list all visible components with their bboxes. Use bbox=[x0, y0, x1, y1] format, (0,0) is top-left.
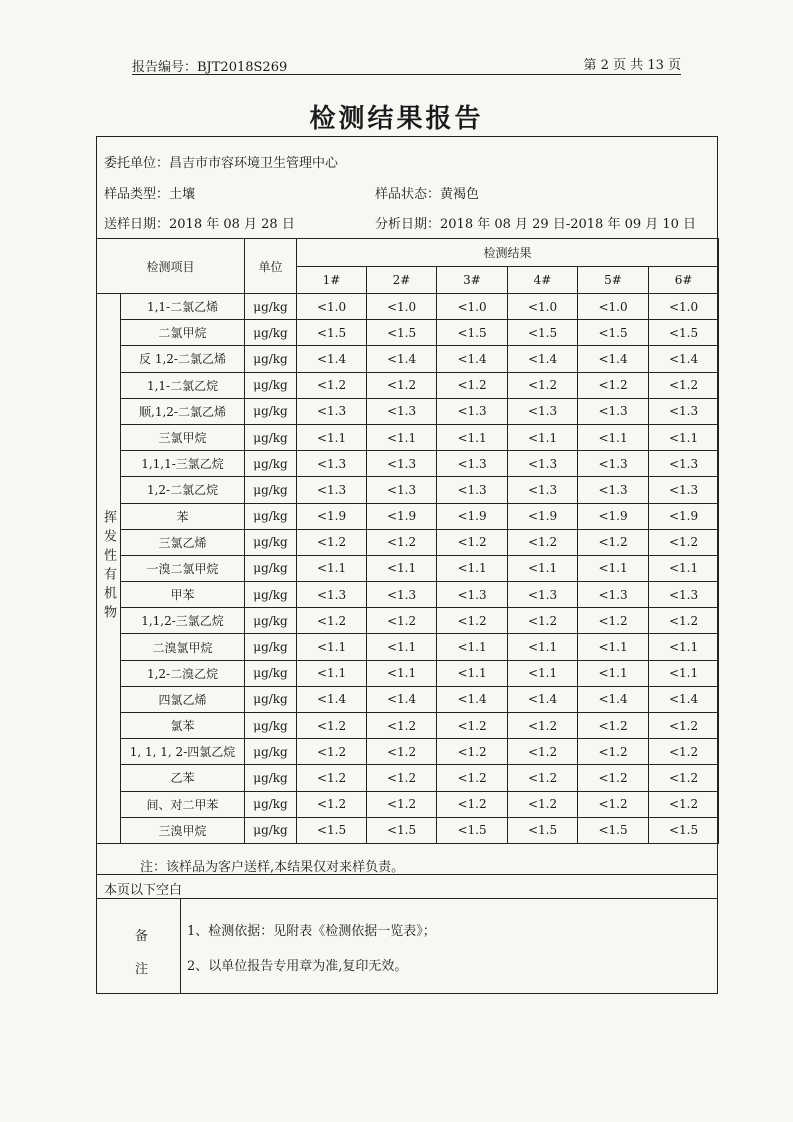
value-cell: <1.3 bbox=[437, 398, 508, 424]
value-cell: <1.1 bbox=[437, 660, 508, 686]
unit-cell: μg/kg bbox=[245, 686, 297, 712]
results-table bbox=[96, 238, 719, 844]
value-cell: <1.2 bbox=[437, 608, 508, 634]
unit-cell: μg/kg bbox=[245, 294, 297, 320]
value-cell: <1.1 bbox=[578, 555, 649, 581]
value-cell: <1.1 bbox=[508, 555, 578, 581]
sample-note: 注：该样品为客户送样,本结果仅对来样负责。 bbox=[140, 860, 405, 875]
value-cell: <1.2 bbox=[297, 608, 367, 634]
value-cell: <1.1 bbox=[578, 634, 649, 660]
value-cell: <1.1 bbox=[367, 660, 437, 686]
table-row bbox=[97, 346, 719, 372]
value-cell: <1.0 bbox=[367, 294, 437, 320]
value-cell: <1.1 bbox=[297, 424, 367, 450]
table-row bbox=[97, 424, 719, 450]
value-cell: <1.2 bbox=[437, 791, 508, 817]
unit-cell: μg/kg bbox=[245, 477, 297, 503]
col-header-results: 检测结果 bbox=[297, 239, 719, 267]
value-cell: <1.4 bbox=[437, 346, 508, 372]
unit-cell: μg/kg bbox=[245, 634, 297, 660]
value-cell: <1.2 bbox=[437, 739, 508, 765]
unit-cell: μg/kg bbox=[245, 503, 297, 529]
item-cell: 顺,1,2-二氯乙烯 bbox=[121, 398, 245, 424]
item-cell: 三溴甲烷 bbox=[121, 817, 245, 843]
value-cell: <1.3 bbox=[297, 451, 367, 477]
value-cell: <1.2 bbox=[367, 608, 437, 634]
col-header-unit: 单位 bbox=[245, 239, 297, 294]
value-cell: <1.5 bbox=[649, 320, 719, 346]
value-cell: <1.3 bbox=[578, 451, 649, 477]
value-cell: <1.1 bbox=[649, 634, 719, 660]
item-cell: 甲苯 bbox=[121, 582, 245, 608]
value-cell: <1.2 bbox=[367, 372, 437, 398]
table-row bbox=[97, 582, 719, 608]
value-cell: <1.0 bbox=[508, 294, 578, 320]
value-cell: <1.5 bbox=[297, 320, 367, 346]
item-cell: 氯苯 bbox=[121, 713, 245, 739]
table-row bbox=[97, 503, 719, 529]
unit-cell: μg/kg bbox=[245, 817, 297, 843]
value-cell: <1.2 bbox=[578, 739, 649, 765]
value-cell: <1.2 bbox=[649, 765, 719, 791]
report-title: 检测结果报告 bbox=[309, 104, 484, 134]
unit-cell: μg/kg bbox=[245, 529, 297, 555]
value-cell: <1.1 bbox=[367, 424, 437, 450]
value-cell: <1.2 bbox=[649, 791, 719, 817]
value-cell: <1.2 bbox=[297, 765, 367, 791]
col-header-sample: 3# bbox=[437, 267, 508, 294]
value-cell: <1.2 bbox=[649, 529, 719, 555]
value-cell: <1.2 bbox=[508, 529, 578, 555]
value-cell: <1.4 bbox=[297, 346, 367, 372]
blank-below-notice: 本页以下空白 bbox=[104, 883, 183, 898]
value-cell: <1.9 bbox=[649, 503, 719, 529]
value-cell: <1.2 bbox=[508, 791, 578, 817]
item-cell: 三氯甲烷 bbox=[121, 424, 245, 450]
value-cell: <1.5 bbox=[297, 817, 367, 843]
value-cell: <1.1 bbox=[578, 424, 649, 450]
unit-cell: μg/kg bbox=[245, 424, 297, 450]
value-cell: <1.3 bbox=[437, 582, 508, 608]
value-cell: <1.3 bbox=[367, 582, 437, 608]
unit-cell: μg/kg bbox=[245, 398, 297, 424]
value-cell: <1.0 bbox=[437, 294, 508, 320]
value-cell: <1.3 bbox=[649, 582, 719, 608]
value-cell: <1.3 bbox=[297, 477, 367, 503]
table-row bbox=[97, 372, 719, 398]
unit-cell: μg/kg bbox=[245, 451, 297, 477]
item-cell: 1,1-二氯乙烷 bbox=[121, 372, 245, 398]
value-cell: <1.2 bbox=[508, 765, 578, 791]
value-cell: <1.2 bbox=[297, 372, 367, 398]
col-header-sample: 5# bbox=[578, 267, 649, 294]
value-cell: <1.2 bbox=[578, 713, 649, 739]
table-row bbox=[97, 529, 719, 555]
value-cell: <1.4 bbox=[649, 346, 719, 372]
table-row bbox=[97, 791, 719, 817]
value-cell: <1.2 bbox=[649, 713, 719, 739]
value-cell: <1.4 bbox=[367, 686, 437, 712]
value-cell: <1.1 bbox=[649, 555, 719, 581]
value-cell: <1.1 bbox=[297, 555, 367, 581]
item-cell: 1,1,2-三氯乙烷 bbox=[121, 608, 245, 634]
value-cell: <1.1 bbox=[508, 424, 578, 450]
value-cell: <1.3 bbox=[508, 477, 578, 503]
table-row bbox=[97, 634, 719, 660]
value-cell: <1.2 bbox=[508, 713, 578, 739]
value-cell: <1.4 bbox=[297, 686, 367, 712]
item-cell: 二氯甲烷 bbox=[121, 320, 245, 346]
item-cell: 1, 1, 1, 2-四氯乙烷 bbox=[121, 739, 245, 765]
value-cell: <1.4 bbox=[578, 346, 649, 372]
value-cell: <1.2 bbox=[437, 713, 508, 739]
unit-cell: μg/kg bbox=[245, 713, 297, 739]
table-row bbox=[97, 660, 719, 686]
value-cell: <1.2 bbox=[437, 765, 508, 791]
value-cell: <1.1 bbox=[437, 424, 508, 450]
col-header-sample: 4# bbox=[508, 267, 578, 294]
table-row bbox=[97, 686, 719, 712]
value-cell: <1.3 bbox=[508, 398, 578, 424]
value-cell: <1.9 bbox=[297, 503, 367, 529]
client-info: 委托单位：昌吉市市容环境卫生管理中心 bbox=[104, 156, 339, 171]
table-row bbox=[97, 398, 719, 424]
value-cell: <1.1 bbox=[437, 634, 508, 660]
value-cell: <1.1 bbox=[297, 660, 367, 686]
value-cell: <1.1 bbox=[367, 634, 437, 660]
value-cell: <1.2 bbox=[508, 739, 578, 765]
page-header bbox=[132, 52, 681, 75]
unit-cell: μg/kg bbox=[245, 791, 297, 817]
remark-line-1: 1、检测依据：见附表《检测依据一览表》； bbox=[187, 924, 436, 939]
value-cell: <1.2 bbox=[508, 372, 578, 398]
value-cell: <1.3 bbox=[649, 477, 719, 503]
col-header-sample: 6# bbox=[649, 267, 719, 294]
item-cell: 1,2-二氯乙烷 bbox=[121, 477, 245, 503]
item-cell: 一溴二氯甲烷 bbox=[121, 555, 245, 581]
value-cell: <1.3 bbox=[297, 398, 367, 424]
value-cell: <1.5 bbox=[578, 320, 649, 346]
unit-cell: μg/kg bbox=[245, 660, 297, 686]
value-cell: <1.3 bbox=[578, 582, 649, 608]
value-cell: <1.4 bbox=[437, 686, 508, 712]
report-number: 报告编号：BJT2018S269 bbox=[132, 60, 288, 75]
value-cell: <1.5 bbox=[578, 817, 649, 843]
send-date: 送样日期：2018 年 08 月 28 日 bbox=[104, 217, 295, 232]
value-cell: <1.2 bbox=[508, 608, 578, 634]
item-cell: 苯 bbox=[121, 503, 245, 529]
unit-cell: μg/kg bbox=[245, 765, 297, 791]
unit-cell: μg/kg bbox=[245, 320, 297, 346]
value-cell: <1.1 bbox=[649, 660, 719, 686]
table-row bbox=[97, 765, 719, 791]
table-row bbox=[97, 555, 719, 581]
value-cell: <1.3 bbox=[437, 451, 508, 477]
unit-cell: μg/kg bbox=[245, 582, 297, 608]
value-cell: <1.4 bbox=[649, 686, 719, 712]
value-cell: <1.1 bbox=[508, 634, 578, 660]
value-cell: <1.3 bbox=[437, 477, 508, 503]
value-cell: <1.4 bbox=[508, 686, 578, 712]
remarks-label-a: 备 bbox=[135, 929, 149, 944]
value-cell: <1.2 bbox=[297, 529, 367, 555]
sample-state: 样品状态：黄褐色 bbox=[375, 187, 480, 202]
value-cell: <1.2 bbox=[367, 529, 437, 555]
value-cell: <1.2 bbox=[649, 372, 719, 398]
table-row bbox=[97, 713, 719, 739]
category-label: 挥发性有机物 bbox=[101, 509, 116, 624]
value-cell: <1.2 bbox=[367, 765, 437, 791]
page-indicator: 第 2 页 共 13 页 bbox=[583, 58, 681, 73]
remark-line-2: 2、以单位报告专用章为准,复印无效。 bbox=[187, 959, 408, 974]
unit-cell: μg/kg bbox=[245, 346, 297, 372]
value-cell: <1.2 bbox=[297, 791, 367, 817]
value-cell: <1.2 bbox=[437, 529, 508, 555]
col-header-sample: 1# bbox=[297, 267, 367, 294]
value-cell: <1.1 bbox=[297, 634, 367, 660]
value-cell: <1.3 bbox=[649, 398, 719, 424]
value-cell: <1.9 bbox=[508, 503, 578, 529]
table-row bbox=[97, 477, 719, 503]
value-cell: <1.3 bbox=[297, 582, 367, 608]
value-cell: <1.1 bbox=[437, 555, 508, 581]
item-cell: 三氯乙烯 bbox=[121, 529, 245, 555]
value-cell: <1.9 bbox=[367, 503, 437, 529]
unit-cell: μg/kg bbox=[245, 608, 297, 634]
value-cell: <1.3 bbox=[508, 451, 578, 477]
value-cell: <1.1 bbox=[578, 660, 649, 686]
item-cell: 乙苯 bbox=[121, 765, 245, 791]
table-row bbox=[97, 451, 719, 477]
table-row bbox=[97, 817, 719, 843]
value-cell: <1.9 bbox=[437, 503, 508, 529]
value-cell: <1.9 bbox=[578, 503, 649, 529]
col-header-sample: 2# bbox=[367, 267, 437, 294]
value-cell: <1.4 bbox=[578, 686, 649, 712]
category-cell bbox=[97, 294, 121, 844]
unit-cell: μg/kg bbox=[245, 739, 297, 765]
value-cell: <1.2 bbox=[649, 739, 719, 765]
value-cell: <1.2 bbox=[649, 608, 719, 634]
value-cell: <1.0 bbox=[578, 294, 649, 320]
item-cell: 反 1,2-二氯乙烯 bbox=[121, 346, 245, 372]
value-cell: <1.5 bbox=[508, 817, 578, 843]
value-cell: <1.2 bbox=[578, 608, 649, 634]
item-cell: 1,1,1-三氯乙烷 bbox=[121, 451, 245, 477]
divider bbox=[96, 898, 718, 899]
value-cell: <1.2 bbox=[578, 791, 649, 817]
value-cell: <1.1 bbox=[649, 424, 719, 450]
value-cell: <1.2 bbox=[367, 739, 437, 765]
unit-cell: μg/kg bbox=[245, 555, 297, 581]
value-cell: <1.3 bbox=[578, 398, 649, 424]
value-cell: <1.3 bbox=[649, 451, 719, 477]
value-cell: <1.2 bbox=[297, 713, 367, 739]
sample-type: 样品类型：土壤 bbox=[104, 187, 196, 202]
value-cell: <1.0 bbox=[649, 294, 719, 320]
value-cell: <1.5 bbox=[367, 817, 437, 843]
table-row bbox=[97, 320, 719, 346]
value-cell: <1.2 bbox=[437, 372, 508, 398]
item-cell: 1,1-二氯乙烯 bbox=[121, 294, 245, 320]
value-cell: <1.5 bbox=[508, 320, 578, 346]
table-row bbox=[97, 294, 719, 320]
item-cell: 1,2-二溴乙烷 bbox=[121, 660, 245, 686]
value-cell: <1.2 bbox=[578, 529, 649, 555]
value-cell: <1.5 bbox=[367, 320, 437, 346]
value-cell: <1.3 bbox=[508, 582, 578, 608]
value-cell: <1.2 bbox=[578, 765, 649, 791]
value-cell: <1.2 bbox=[297, 739, 367, 765]
unit-cell: μg/kg bbox=[245, 372, 297, 398]
value-cell: <1.2 bbox=[367, 713, 437, 739]
value-cell: <1.1 bbox=[508, 660, 578, 686]
value-cell: <1.5 bbox=[437, 817, 508, 843]
value-cell: <1.3 bbox=[367, 451, 437, 477]
value-cell: <1.2 bbox=[367, 791, 437, 817]
value-cell: <1.0 bbox=[297, 294, 367, 320]
item-cell: 二溴氯甲烷 bbox=[121, 634, 245, 660]
table-row bbox=[97, 608, 719, 634]
table-row bbox=[97, 739, 719, 765]
item-cell: 间、对二甲苯 bbox=[121, 791, 245, 817]
value-cell: <1.4 bbox=[508, 346, 578, 372]
value-cell: <1.3 bbox=[367, 398, 437, 424]
item-cell: 四氯乙烯 bbox=[121, 686, 245, 712]
value-cell: <1.3 bbox=[578, 477, 649, 503]
value-cell: <1.2 bbox=[578, 372, 649, 398]
value-cell: <1.5 bbox=[437, 320, 508, 346]
value-cell: <1.4 bbox=[367, 346, 437, 372]
divider bbox=[96, 874, 718, 875]
value-cell: <1.3 bbox=[367, 477, 437, 503]
col-header-item: 检测项目 bbox=[97, 239, 245, 294]
remarks-label-b: 注 bbox=[135, 962, 149, 977]
analysis-date: 分析日期：2018 年 08 月 29 日-2018 年 09 月 10 日 bbox=[375, 217, 697, 232]
remarks-divider bbox=[180, 898, 181, 994]
value-cell: <1.5 bbox=[649, 817, 719, 843]
value-cell: <1.1 bbox=[367, 555, 437, 581]
